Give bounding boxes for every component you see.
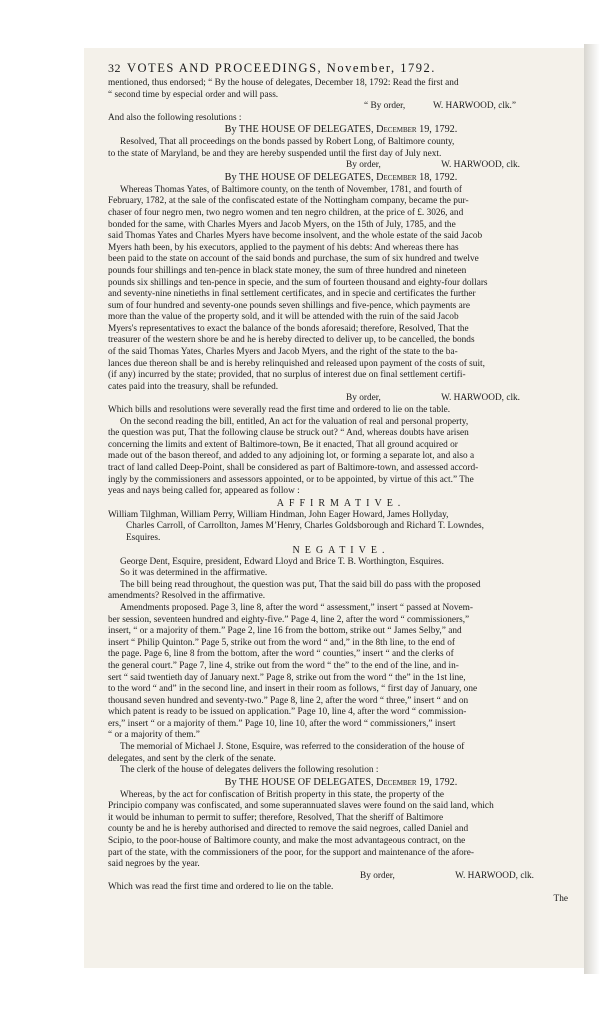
resolution-3-line: it would be inhuman to permit to suffer; therefore, Resolved, That the sheriff of Baltimore: [108, 812, 444, 823]
page-text: [108, 58, 574, 962]
resolution-2-by-order: By order,: [346, 393, 381, 404]
resolution-2-signature: [108, 393, 574, 405]
amendments-line: the general court.” Page 7, line 4, strike out from the word “ the” to the end of the line, and in-: [108, 660, 459, 671]
read-throughout-line: The bill being read throughout, the question was put, That the said bill do pass with the proposed: [120, 579, 481, 590]
running-title: VOTES AND PROCEEDINGS, November, 1792.: [127, 61, 436, 75]
resolution-2-line: more than the value of the property sold, and it will be attended with the ruin of the said Jacob: [108, 312, 459, 323]
resolution-2-line: of the said Thomas Yates, Charles Myers and Jacob Myers, and the right of the state to the ba-: [108, 347, 458, 358]
bills-sent-line: Which bills and resolutions were severally read the first time and ordered to lie on the table.: [108, 405, 451, 416]
amendments-line: Amendments proposed. Page 3, line 8, after the word “ assessment,” insert “ passed at Novem-: [120, 602, 473, 613]
top-line-1: mentioned, thus endorsed; “ By the house of delegates, December 18, 1792: Read the first and: [108, 78, 459, 88]
amendments-line: insert “ Philip Quinton.” Page 5, strike out from the word “ and,” in the 8th line, to the end of: [108, 637, 456, 648]
second-reading-line: yeas and nays being called for, appeared as follow :: [108, 486, 300, 497]
read-throughout-line: amendments? Resolved in the affirmative.: [108, 591, 266, 602]
determined-line: So it was determined in the affirmative.: [120, 568, 268, 579]
memorial-line: delegates, and sent by the clerk of the senate.: [108, 753, 276, 764]
top-line-2: “ second time by especial order and will pass.: [108, 89, 279, 100]
resolution-3-line: Whereas, by the act for confiscation of British property in this state, the property of the: [120, 789, 445, 800]
resolution-3-line: Principio company was confiscated, and some superannuated slaves were found on the said land, which: [108, 801, 494, 812]
resolution-1-line-1: Resolved, That all proceedings on the bonds passed by Robert Long, of Baltimore county,: [120, 137, 455, 148]
amendments-line: which patent is ready to be issued on application.” Page 10, line 4, after the word “ commission-: [108, 707, 467, 718]
resolution-1-line-2: to the state of Maryland, be and they are hereby suspended until the first day of July next.: [108, 148, 442, 159]
resolution-3-line: part of the state, with the commissioners of the poor, for the support and maintenance of the afore-: [108, 847, 474, 858]
clerk-delivers-line: The clerk of the house of delegates delivers the following resolution :: [120, 765, 379, 776]
resolution-1-date: December 19, 1792.: [376, 124, 458, 136]
resolution-3-by-order: By order,: [360, 870, 395, 881]
also-resolutions: And also the following resolutions :: [108, 112, 242, 123]
top-by-order: “ By order,: [364, 101, 406, 112]
resolution-2-house: By THE HOUSE OF DELEGATES,: [224, 171, 374, 183]
second-reading-line: concerning the limits and extent of Baltimore-town, Be it enacted, That all ground acquired or: [108, 439, 458, 450]
resolution-1-by-order: By order,: [346, 160, 381, 171]
catchword: The: [553, 893, 568, 904]
resolution-2-line: chaser of four negro men, two negro women and ten negro children, at the price of £. 3026, and: [108, 207, 464, 218]
page-number: 32: [108, 61, 121, 75]
second-reading-line: tract of land called Deep-Point, shall be considered as part of Baltimore-town, and assessed accord-: [108, 463, 479, 473]
page-edge-shadow: [584, 44, 600, 974]
resolution-2-line: been paid to the state on account of the said bonds and purchase, the sum of six hundred and twelve: [108, 254, 479, 265]
amendments-line: insert, “ or a majority of them.” Page 2, line 16 from the bottom, strike out “ James Selby,” and: [108, 626, 462, 637]
resolution-2-line: Whereas Thomas Yates, of Baltimore county, on the tenth of November, 1781, and fourth of: [120, 184, 462, 195]
final-line: Which was read the first time and ordered to lie on the table.: [108, 882, 334, 893]
resolution-3-signature: [108, 871, 574, 883]
affirmative-names-line: William Tilghman, William Perry, William Hindman, John Eager Howard, James Hollyday,: [108, 509, 449, 520]
resolution-3-heading: [108, 777, 574, 790]
resolution-2-line: Myers's representatives to exact the balance of the bonds aforesaid; therefore, Resolved, That the: [108, 323, 469, 334]
amendments-line: to the word “ and” in the second line, and insert in their room as follows, “ first day of January, one: [108, 684, 478, 695]
resolution-3-house: By THE HOUSE OF DELEGATES,: [224, 776, 374, 788]
amendments-line: sert “ said twentieth day of January next.” Page 8, strike out from the word “ the” in the 1st line,: [108, 672, 466, 683]
resolution-2-signed: W. HARWOOD, clk.: [441, 393, 520, 404]
top-signed: W. HARWOOD, clk.”: [432, 101, 516, 112]
amendments-line: ers,” insert “ or a majority of them.” Page 10, line 10, after the word “ commissioners,” insert: [108, 718, 456, 729]
resolution-2-line: (if any) incurred by the state; provided, that no surplus of interest due on final settlement certifi-: [108, 370, 466, 381]
resolution-3-line: said negroes by the year.: [108, 859, 200, 870]
amendments-line: the page. Page 6, line 8 from the bottom, after the word “ counties,” insert “ and the clerks of: [108, 649, 454, 660]
second-reading-line: On the second reading the bill, entitled, An act for the valuation of real and personal property,: [120, 416, 469, 427]
resolution-2-line: sum of four hundred and seventy-one pounds seven shillings and five-pence, which payments are: [108, 300, 470, 311]
resolution-2-line: lances due thereon shall be and is hereby relinquished and released upon payment of the costs of suit,: [108, 358, 485, 369]
amendments-line: thousand seven hundred and seventy-two.” Page 8, line 2, after the word “ three,” insert “ and on: [108, 695, 469, 706]
resolution-2-line: said Thomas Yates and Charles Myers have become insolvent, and the whole estate of the said Jacob: [108, 231, 483, 242]
resolution-2-heading: [108, 172, 574, 185]
resolution-1-signature: [108, 160, 574, 172]
resolution-2-date: December 18, 1792.: [376, 171, 458, 183]
affirmative-names-line: Charles Carroll, of Carrollton, James M’Henry, Charles Goldsborough and Richard T. Lowndes,: [126, 521, 484, 532]
resolution-2-line: treasurer of the western shore be and he is hereby directed to deliver up, to be cancelled, the bonds: [108, 335, 475, 346]
affirmative-label: AFFIRMATIVE.: [276, 497, 406, 509]
top-signature: [108, 101, 574, 113]
resolution-2-line: Myers hath been, by his executors, applied to the payment of his debts: And whereas there has: [108, 242, 459, 253]
resolution-1-heading: [108, 124, 574, 137]
resolution-1-house: By THE HOUSE OF DELEGATES,: [224, 124, 374, 136]
resolution-2-line: February, 1782, at the sale of the confiscated estate of the Nottingham company, became the pur-: [108, 196, 469, 207]
affirmative-names-line: Esquires.: [126, 532, 161, 543]
second-reading-line: made out of the bason thereof, and added to any adjoining lot, or forming a separate lot, and also a: [108, 451, 475, 462]
resolution-2-line: pounds six shillings and ten-pence in specie, and the sum of fourteen thousand and eighty-four dollars: [108, 277, 488, 288]
resolution-2-line: cates paid into the treasury, shall be refunded.: [108, 381, 279, 392]
resolution-3-date: December 19, 1792.: [376, 776, 458, 788]
resolution-1-signed: W. HARWOOD, clk.: [441, 160, 520, 171]
second-reading-line: the question was put, That the following clause be struck out? “ And, whereas doubts have arisen: [108, 428, 469, 439]
memorial-line: The memorial of Michael J. Stone, Esquire, was referred to the consideration of the house of: [120, 742, 465, 753]
resolution-2-line: bonded for the same, with Charles Myers and Jacob Myers, on the 15th of July, 1785, and the: [108, 219, 456, 230]
negative-names: George Dent, Esquire, president, Edward Lloyd and Brice T. B. Worthington, Esquires.: [120, 556, 444, 567]
negative-label: NEGATIVE.: [292, 544, 390, 556]
amendments-line: “ or a majority of them.”: [108, 730, 200, 741]
second-reading-line: ingly by the commissioners and assessors appointed, or to be appointed, by virtue of this act.” The: [108, 474, 474, 485]
resolution-2-line: and seventy-nine ninetieths in final settlement certificates, and in specie and certificates the further: [108, 289, 476, 300]
running-head: [108, 58, 574, 78]
amendments-line: ber session, seventeen hundred and eighty-five.” Page 4, line 2, after the word “ commissioners,”: [108, 614, 470, 625]
resolution-3-line: Scipio, to the poor-house of Baltimore county, and make the most advantageous contract, on the: [108, 836, 466, 847]
resolution-2-line: pounds four shillings and ten-pence in black state money, the sum of three hundred and nineteen: [108, 265, 467, 276]
resolution-3-signed: W. HARWOOD, clk.: [455, 870, 534, 881]
resolution-3-line: county be and he is hereby authorised and directed to remove the said negroes, called Daniel and: [108, 824, 469, 835]
